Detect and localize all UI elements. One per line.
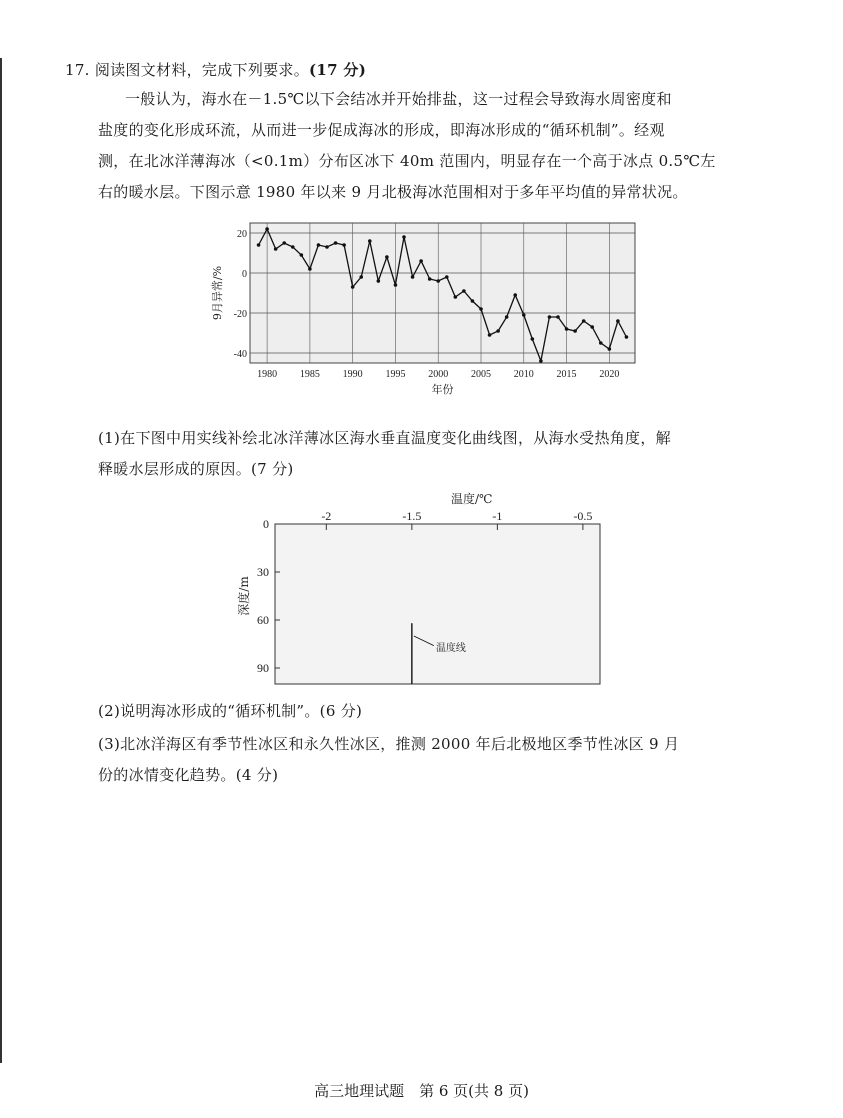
x-tick-label: 2015 [556,369,577,380]
data-point [539,359,543,363]
data-point [368,239,372,243]
data-point [436,279,440,283]
plot-area [250,223,635,363]
x-tick-label: -0.5 [573,509,593,523]
data-point [325,245,329,249]
x-tick-label: 1985 [299,369,320,380]
page-margin-line [0,58,2,1063]
sea-ice-anomaly-chart [205,213,645,403]
x-tick-label: 2020 [599,369,620,380]
x-tick-label: 1995 [385,369,406,380]
x-axis-label: 年份 [431,383,454,396]
question-heading [65,60,366,80]
x-tick-label: 2005 [471,369,491,380]
data-point [548,315,552,319]
y-tick-label: 30 [257,565,269,579]
data-point [377,279,381,283]
page-footer: 高三地理试题 第 6 页(共 8 页) [314,1082,529,1100]
data-point [317,243,321,247]
y-axis-label: 9月异常/% [211,265,224,321]
y-tick-label: 60 [257,613,269,627]
data-point [265,227,269,231]
passage-line-2: 盐度的变化形成环流，从而进一步促成海冰的形成，即海冰形成的“循环机制”。经观 [98,121,665,139]
y-tick-label: 90 [257,661,269,675]
sub-question-3-line-1: (3)北冰洋海区有季节性冰区和永久性冰区，推测 2000 年后北极地区季节性冰区 9 月 [98,735,680,753]
y-tick-label: 20 [237,229,247,240]
x-tick-label: -2 [321,509,332,523]
data-point [274,247,278,251]
passage-line-4: 右的暖水层。下图示意 1980 年以来 9 月北极海冰范围相对于多年平均值的异常状况。 [98,183,688,201]
x-tick-label: 1980 [257,369,278,380]
data-point [582,319,586,323]
data-point [359,275,363,279]
data-point [599,341,603,345]
data-point [625,335,629,339]
data-point [291,245,295,249]
y-tick-label: 0 [242,269,247,280]
data-point [565,327,569,331]
y-tick-label: -40 [233,349,247,360]
data-point [428,277,432,281]
data-point [454,295,458,299]
data-point [334,241,338,245]
data-point [522,313,526,317]
x-tick-label: 1990 [342,369,363,380]
annotation-label: 温度线 [435,643,466,655]
data-point [282,241,286,245]
data-point [394,283,398,287]
data-point [385,255,389,259]
passage-line-1: 一般认为，海水在－1.5℃以下会结冰并开始排盐，这一过程会导致海水周密度和 [125,90,672,108]
data-point [462,289,466,293]
data-point [505,315,509,319]
sub-question-1-line-1: (1)在下图中用实线补绘北冰洋薄冰区海水垂直温度变化曲线图，从海水受热角度，解 [98,429,671,447]
sub-question-2: (2)说明海冰形成的“循环机制”。(6 分) [98,702,363,720]
data-point [616,319,620,323]
data-point [445,275,449,279]
temperature-depth-chart [230,488,610,693]
data-point [513,293,517,297]
data-point [308,267,312,271]
y-tick-label: 0 [263,517,269,531]
data-point [300,253,304,257]
data-point [471,299,475,303]
x-tick-label: -1.5 [402,509,422,523]
y-tick-label: -20 [233,309,247,320]
x-tick-label: 2000 [428,369,449,380]
data-point [342,243,346,247]
data-point [257,243,261,247]
question-title: 17. 阅读图文材料，完成下列要求。 [65,61,310,79]
data-point [531,337,535,341]
question-points: (17 分) [309,61,367,79]
data-point [590,325,594,329]
sub-question-1-line-2: 释暖水层形成的原因。(7 分) [98,460,294,478]
plot-area [275,524,600,684]
x-tick-label: -1 [492,509,503,523]
data-point [488,333,492,337]
data-point [608,347,612,351]
sub-question-3-line-2: 份的冰情变化趋势。(4 分) [98,766,279,784]
y-axis-label: 深度/m [237,576,251,616]
data-point [573,329,577,333]
data-point [479,307,483,311]
x-tick-label: 2010 [513,369,534,380]
data-point [411,275,415,279]
passage-line-3: 测，在北冰洋薄海冰（<0.1m）分布区冰下 40m 范围内，明显存在一个高于冰点 0.5℃左 [98,152,716,170]
data-point [496,329,500,333]
data-point [556,315,560,319]
data-point [402,235,406,239]
data-point [419,259,423,263]
x-axis-title: 温度/℃ [450,492,493,506]
data-point [351,285,355,289]
